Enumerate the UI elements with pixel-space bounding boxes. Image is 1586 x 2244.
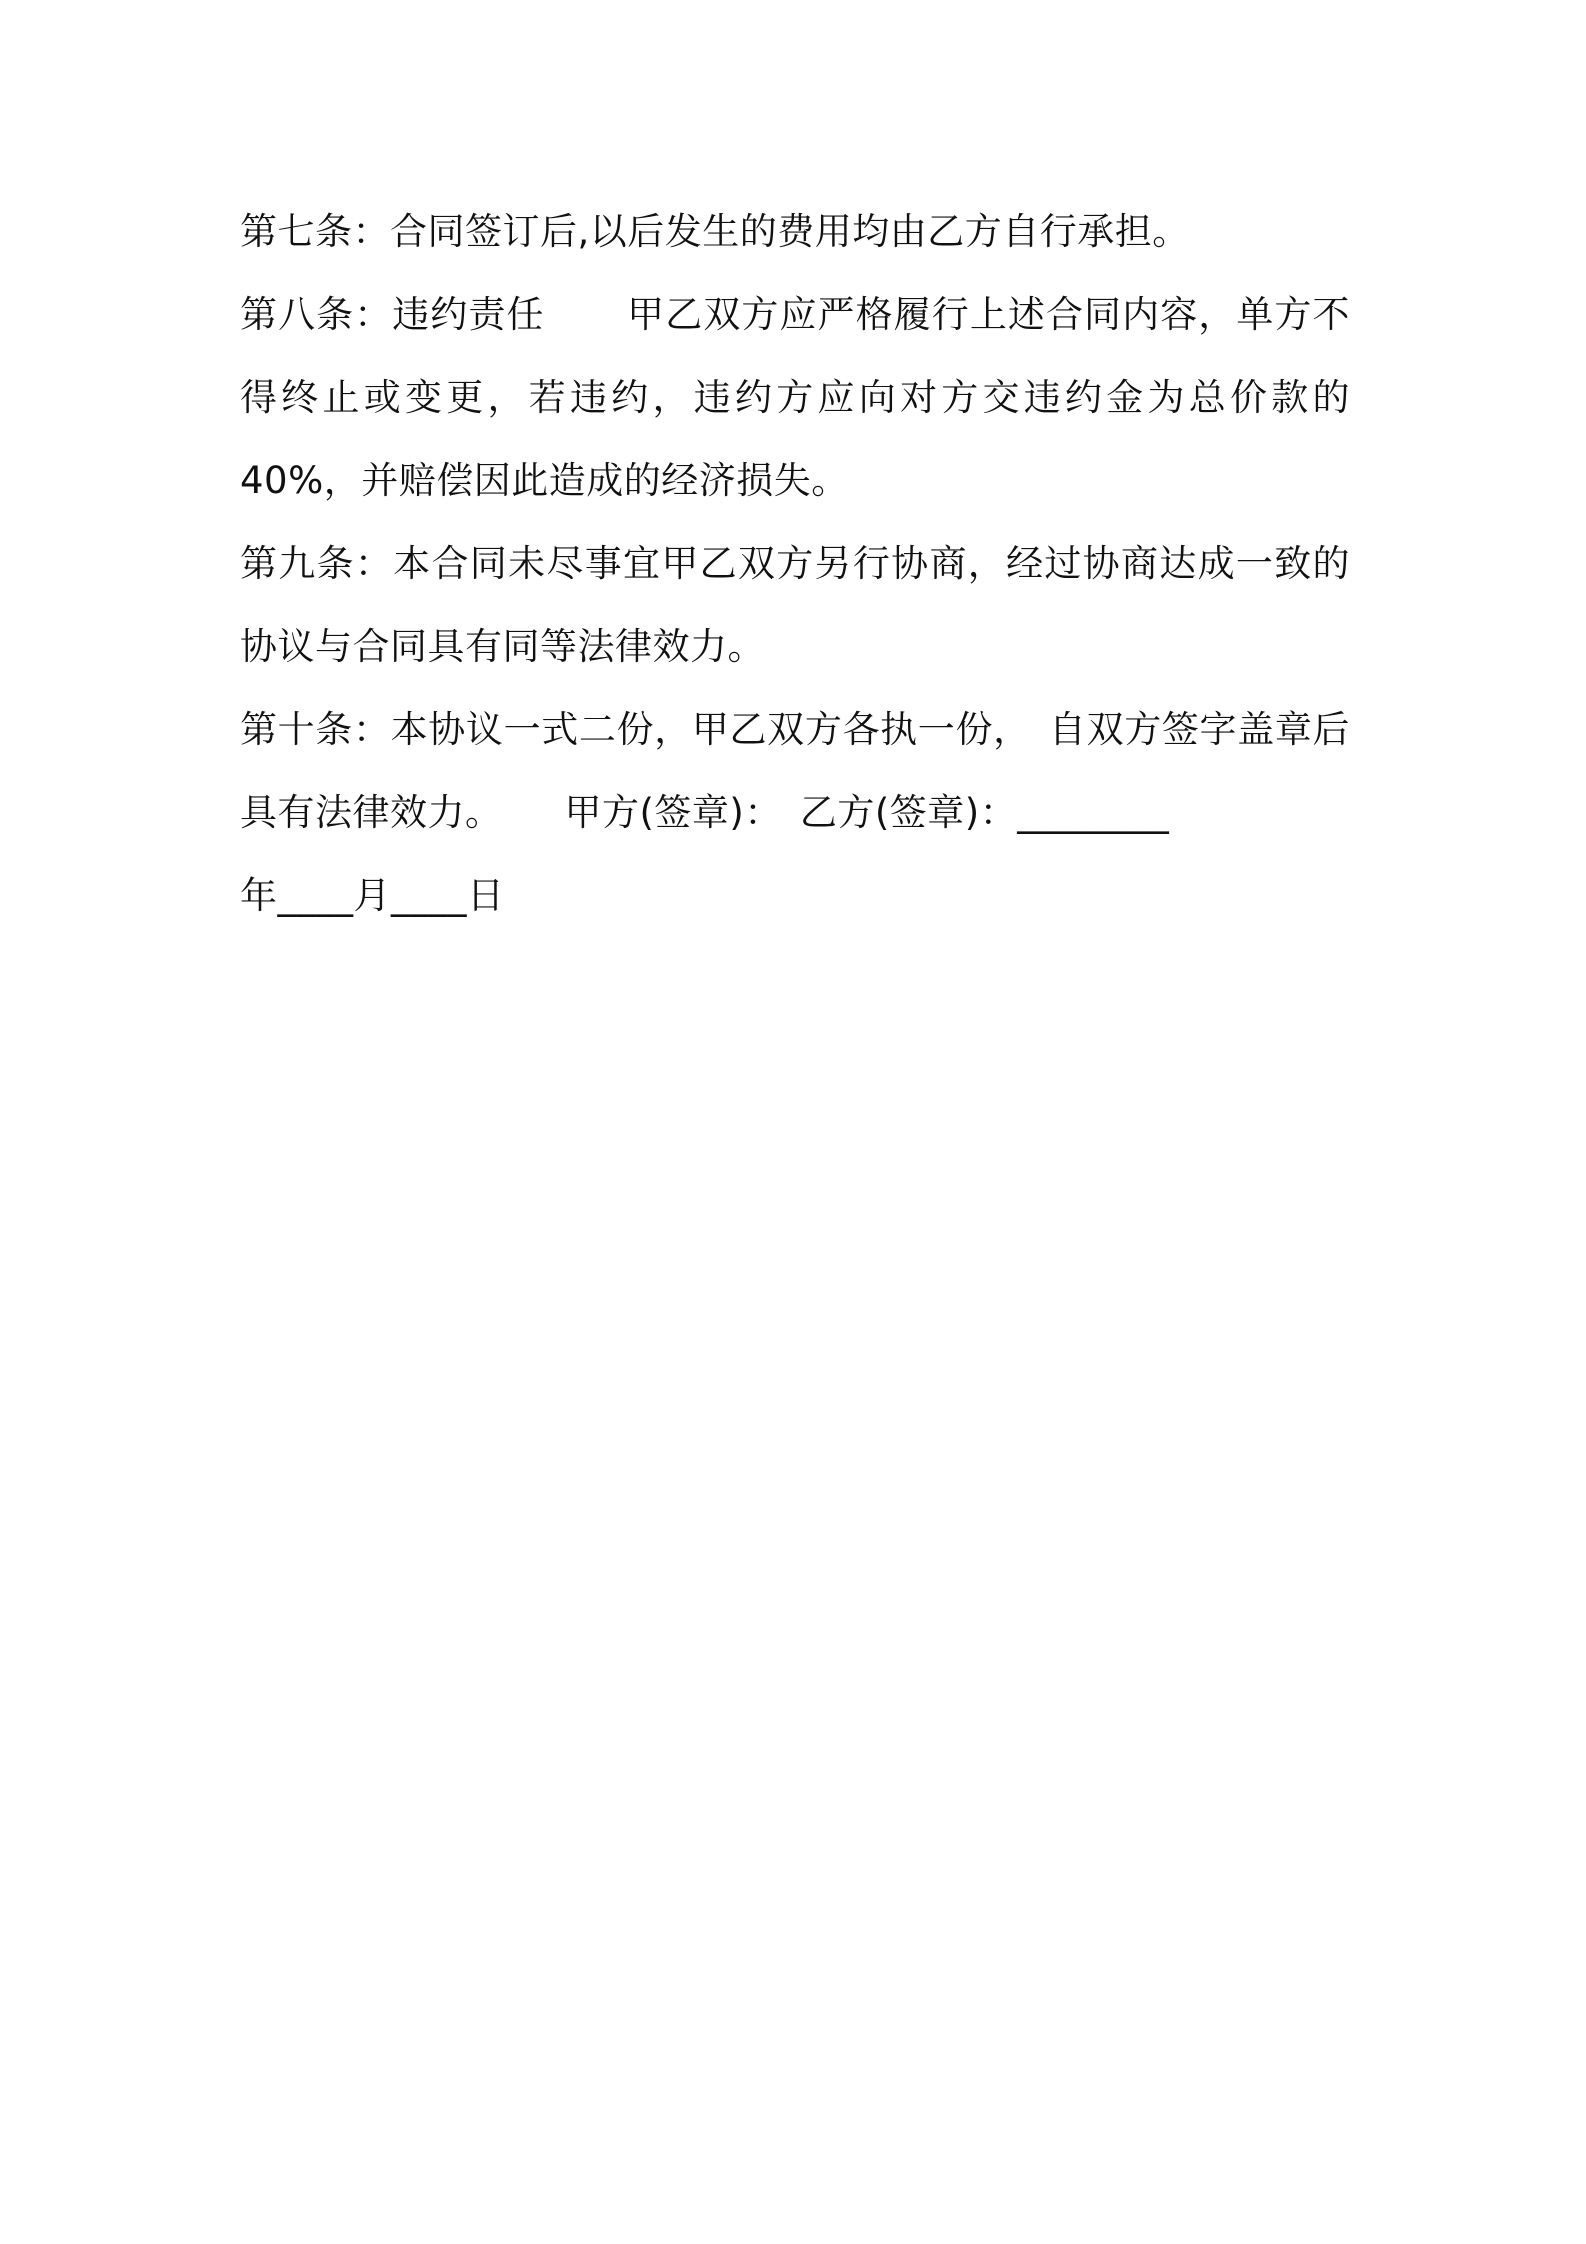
date-year: 年____ [240, 874, 354, 917]
article-9 [240, 522, 1350, 688]
date-day: 日 [467, 874, 505, 917]
article-9-text: 第九条：本合同未尽事宜甲乙双方另行协商，经过协商达成一致的协议与合同具有同等法律效力。 [240, 542, 1350, 668]
article-10-part2: 自双方签字盖章后具有法律效力。 [240, 708, 1351, 834]
article-8-body: 甲乙双方应严格履行上述合同内容，单方不得终止或变更，若违约，违约方应向对方交违约金为总价款的40%，并赔偿因此造成的经济损失。 [240, 293, 1351, 502]
contract-body [240, 190, 1350, 937]
party-b-signature: 乙方(签章)：________ [799, 791, 1170, 834]
article-10 [240, 688, 1350, 854]
party-a-signature: 甲方(签章)： [564, 791, 782, 834]
article-8 [240, 273, 1350, 522]
article-7-text: 第七条：合同签订后,以后发生的费用均由乙方自行承担。 [240, 210, 1190, 253]
article-8-heading: 第八条：违约责任 [240, 293, 545, 336]
article-7 [240, 190, 1350, 273]
date-line [240, 854, 1350, 937]
article-10-part1: 第十条：本协议一式二份，甲乙双方各执一份， [240, 708, 1031, 751]
date-month: 月____ [353, 874, 467, 917]
